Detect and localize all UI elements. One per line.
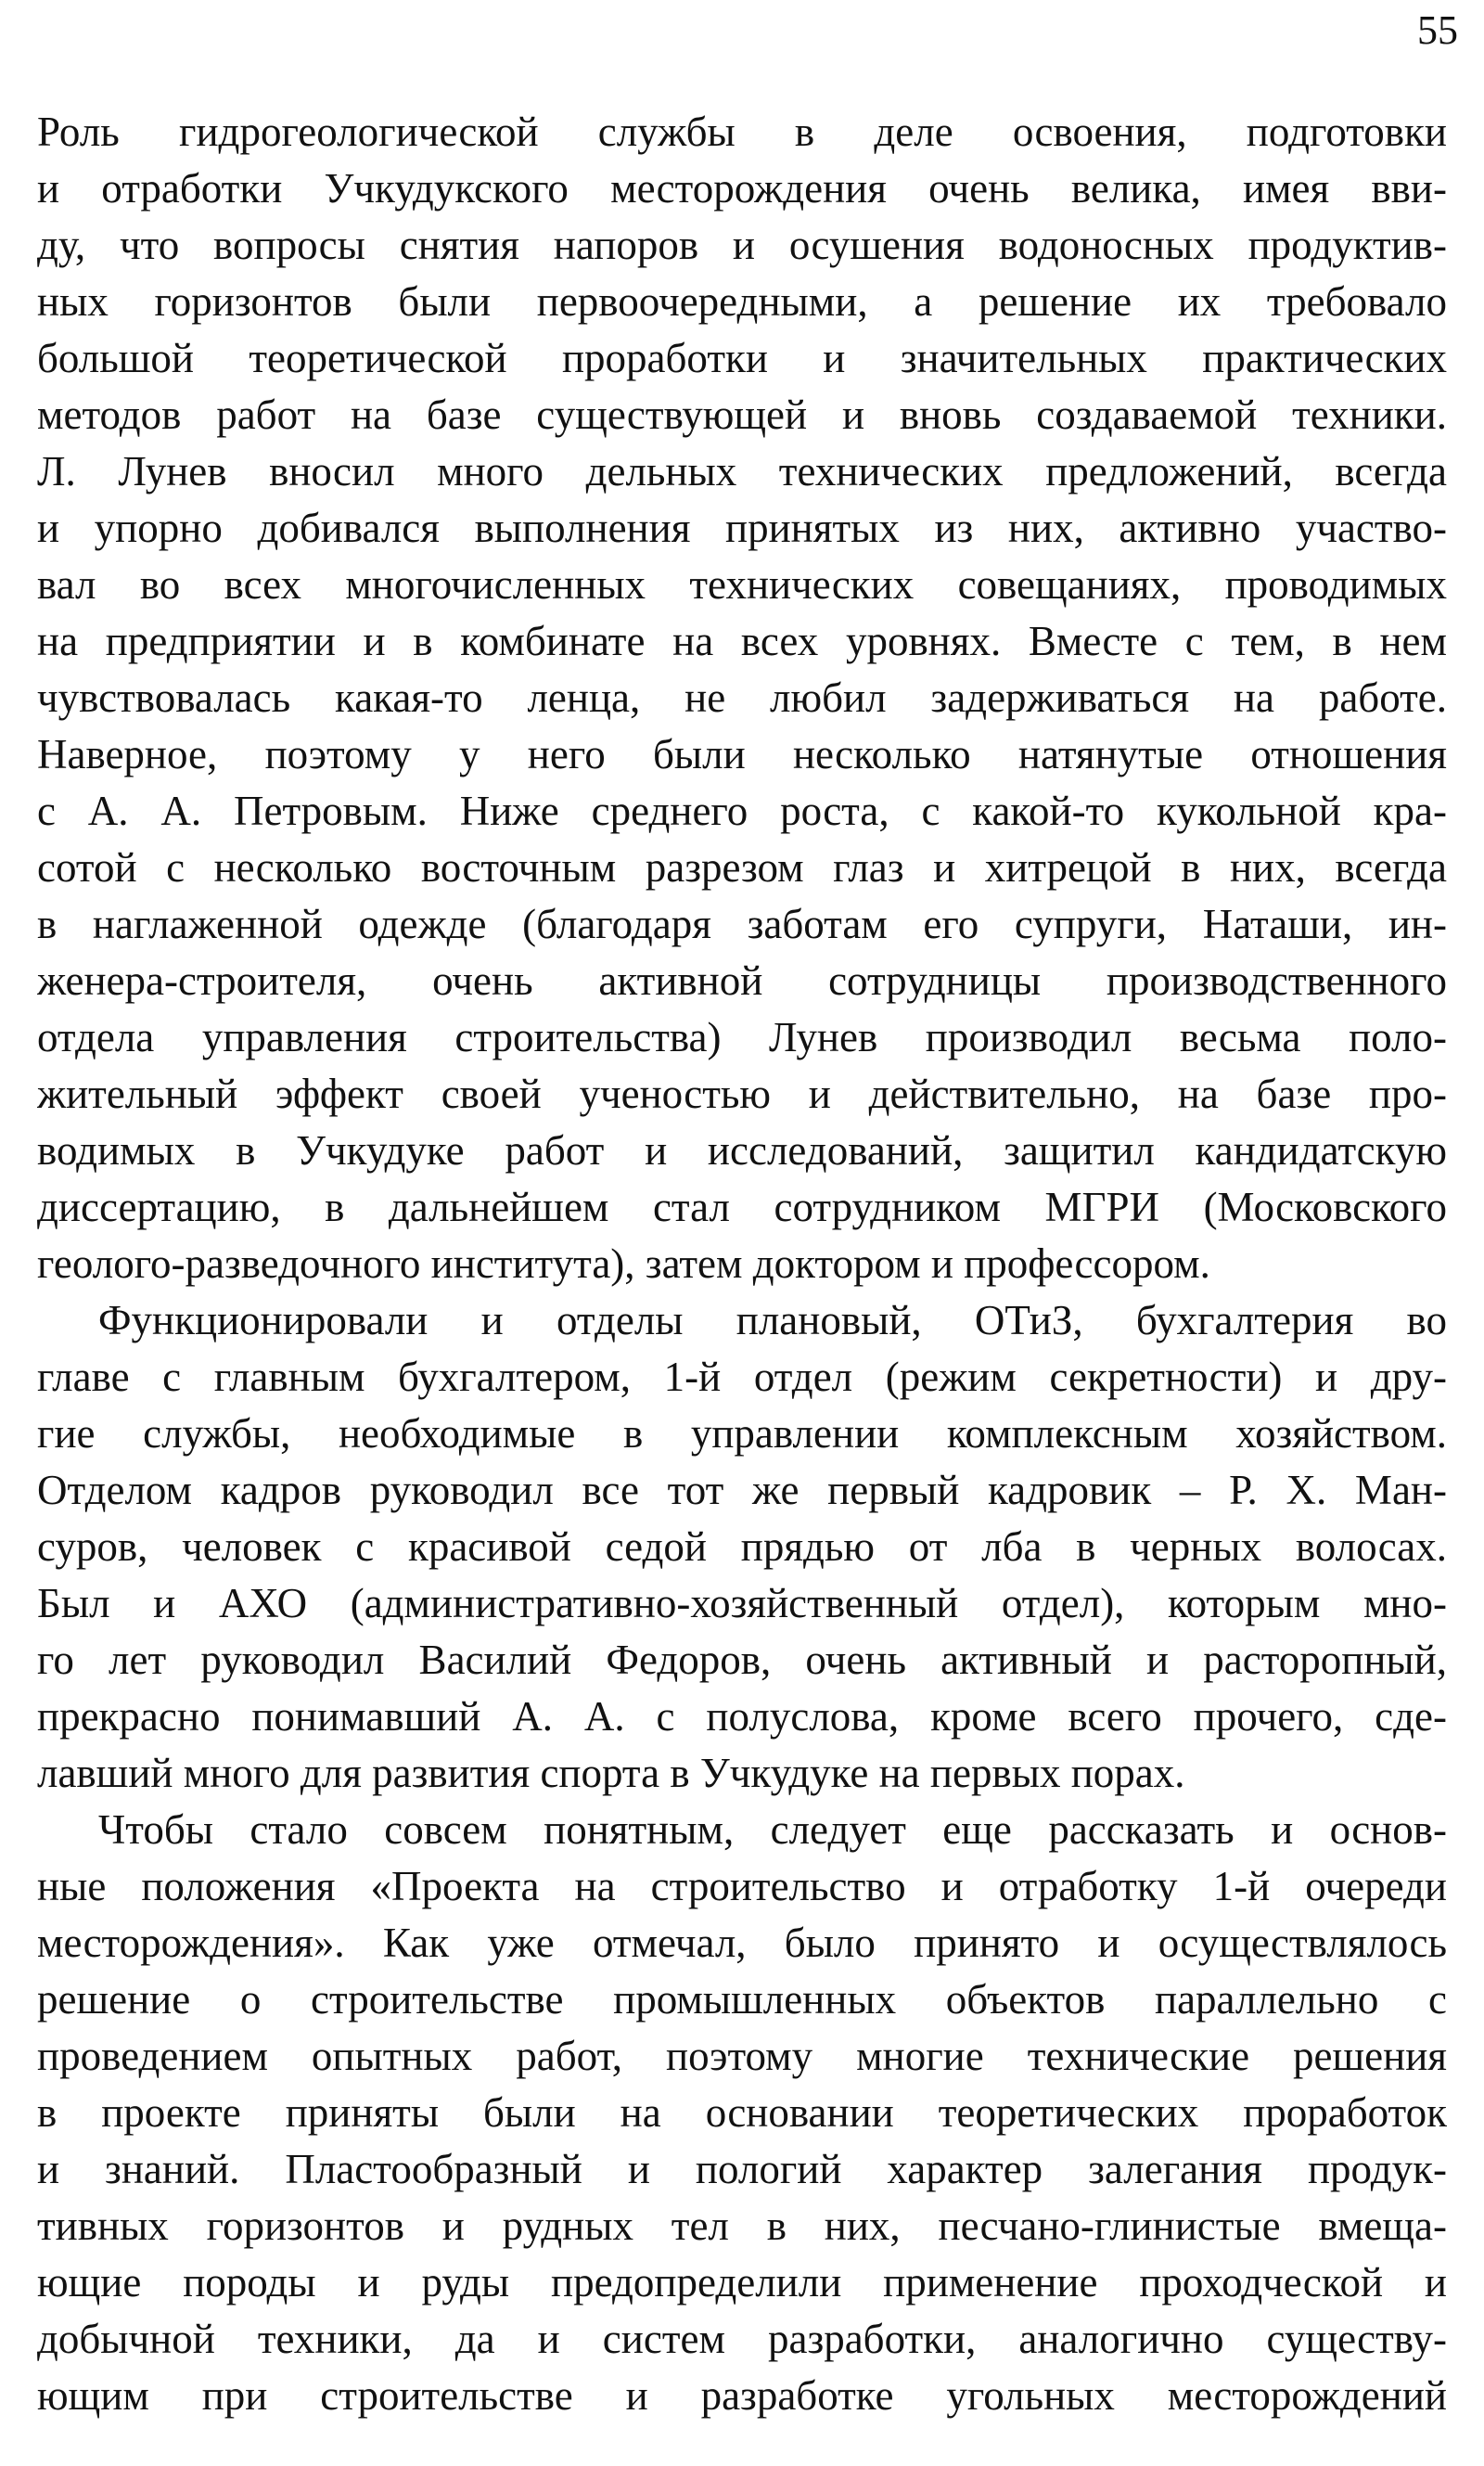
text-line: главе с главным бухгалтером, 1-й отдел (режим секретности) и дру-: [37, 1354, 1447, 1400]
text-line: в проекте приняты были на основании теоретических проработок: [37, 2089, 1447, 2136]
text-line: ду, что вопросы снятия напоров и осушения водоносных продуктив-: [37, 222, 1447, 268]
body-text: [37, 104, 1447, 2424]
text-line: Наверное, поэтому у него были несколько натянутые отношения: [37, 731, 1447, 777]
text-line: го лет руководил Василий Федоров, очень активный и расторопный,: [37, 1637, 1447, 1683]
text-line: жительный эффект своей ученостью и действительно, на базе про-: [37, 1071, 1447, 1117]
paragraph-end-line: геолого-разведочного института), затем доктором и профессором.: [37, 1240, 1210, 1287]
paragraph-start-line: Чтобы стало совсем понятным, следует еще рассказать и основ-: [98, 1806, 1447, 1853]
text-line: Был и АХО (административно-хозяйственный отдел), которым мно-: [37, 1580, 1447, 1626]
text-line: чувствовалась какая-то ленца, не любил задерживаться на работе.: [37, 674, 1447, 721]
text-line: тивных горизонтов и рудных тел в них, песчано-глинистые вмеща-: [37, 2203, 1447, 2249]
text-line: месторождения». Как уже отмечал, было принято и осуществлялось: [37, 1920, 1447, 1966]
text-line: диссертацию, в дальнейшем стал сотрудником МГРИ (Московского: [37, 1184, 1447, 1230]
text-line: ющим при строительстве и разработке угольных месторождений: [37, 2372, 1447, 2419]
text-line: проведением опытных работ, поэтому многие технические решения: [37, 2033, 1447, 2079]
text-line: ных горизонтов были первоочередными, а решение их требовало: [37, 278, 1447, 325]
text-line: водимых в Учкудуке работ и исследований, защитил кандидатскую: [37, 1127, 1447, 1174]
text-line: суров, человек с красивой седой прядью от лба в черных волосах.: [37, 1523, 1447, 1570]
text-line: гие службы, необходимые в управлении комплексным хозяйством.: [37, 1410, 1447, 1457]
text-line: и отработки Учкудукского месторождения очень велика, имея вви-: [37, 165, 1447, 212]
text-line: прекрасно понимавший А. А. с полуслова, кроме всего прочего, сде-: [37, 1693, 1447, 1740]
text-line: женера-строителя, очень активной сотрудницы производственного: [37, 957, 1447, 1004]
text-line: большой теоретической проработки и значительных практических: [37, 335, 1447, 381]
text-line: в наглаженной одежде (благодаря заботам его супруги, Наташи, ин-: [37, 901, 1447, 947]
paragraph-end-line: лавший много для развития спорта в Учкудуке на первых порах.: [37, 1750, 1185, 1796]
text-line: Отделом кадров руководил все тот же первый кадровик – Р. Х. Ман-: [37, 1467, 1447, 1513]
text-line: ющие породы и руды предопределили применение проходческой и: [37, 2259, 1447, 2305]
text-line: ные положения «Проекта на строительство и отработку 1-й очереди: [37, 1863, 1447, 1909]
text-line: добычной техники, да и систем разработки, аналогично существу-: [37, 2316, 1447, 2362]
text-line: Л. Лунев вносил много дельных технических предложений, всегда: [37, 448, 1447, 494]
text-line: решение о строительстве промышленных объектов параллельно с: [37, 1976, 1447, 2023]
text-line: и знаний. Пластообразный и пологий характер залегания продук-: [37, 2146, 1447, 2192]
text-line: сотой с несколько восточным разрезом глаз и хитрецой в них, всегда: [37, 844, 1447, 891]
paragraph-start-line: Функционировали и отделы плановый, ОТиЗ, бухгалтерия во: [98, 1297, 1447, 1343]
text-line: с А. А. Петровым. Ниже среднего роста, с какой-то кукольной кра-: [37, 788, 1447, 834]
text-line: и упорно добивался выполнения принятых из них, активно участво-: [37, 505, 1447, 551]
text-line: отдела управления строительства) Лунев производил весьма поло-: [37, 1014, 1447, 1060]
page-number: 55: [1417, 7, 1458, 53]
text-line: на предприятии и в комбинате на всех уровнях. Вместе с тем, в нем: [37, 618, 1447, 664]
text-line: методов работ на базе существующей и вновь создаваемой техники.: [37, 392, 1447, 438]
text-line: вал во всех многочисленных технических совещаниях, проводимых: [37, 561, 1447, 608]
text-line: Роль гидрогеологической службы в деле освоения, подготовки: [37, 109, 1447, 155]
